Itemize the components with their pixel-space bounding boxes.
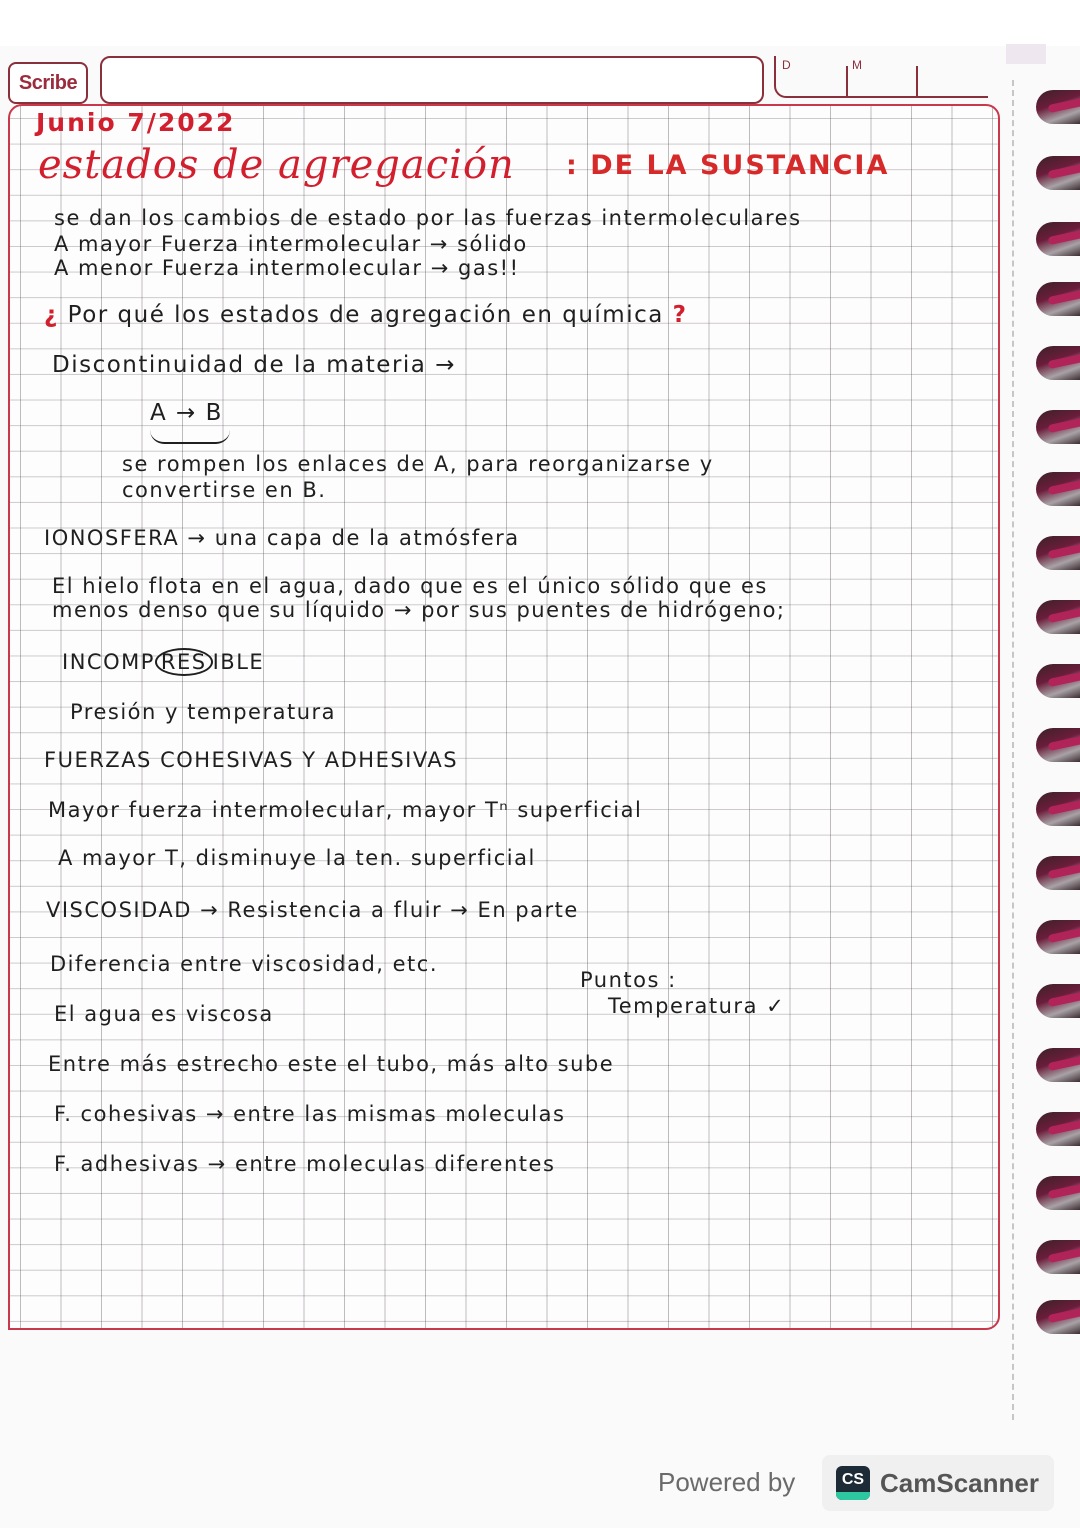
spiral-ring-icon [1036,1176,1080,1210]
circled-fragment: RES [155,648,213,676]
spiral-ring-icon [1036,1300,1080,1334]
note-line: IONOSFERA → una capa de la atmósfera [44,526,520,550]
note-subtitle: : DE LA SUSTANCIA [566,150,890,181]
note-line: Presión y temperatura [70,700,337,724]
note-line: Entre más estrecho este el tubo, más alto sube [48,1052,615,1076]
camscanner-name: CamScanner [880,1467,1039,1498]
spiral-ring-icon [1036,90,1080,124]
date-divider [846,66,848,96]
note-line: El hielo flota en el agua, dado que es el único sólido que es [52,574,768,598]
side-note: Temperatura ✓ [608,994,786,1018]
note-line: se dan los cambios de estado por las fuerzas intermoleculares [54,206,802,230]
reaction-equation: A → B [150,400,223,426]
spiral-ring-icon [1036,536,1080,570]
note-line: Diferencia entre viscosidad, etc. [50,952,439,976]
spiral-ring-icon [1036,600,1080,634]
note-line: F. cohesivas → entre las mismas moleculas [54,1102,566,1126]
spiral-ring-icon [1036,222,1080,256]
note-line: Mayor fuerza intermolecular, mayor Tⁿ superficial [48,798,643,822]
question-text: Por qué los estados de agregación en química [67,302,664,328]
spiral-ring-icon [1036,1048,1080,1082]
spiral-ring-icon [1036,282,1080,316]
spiral-ring-icon [1036,156,1080,190]
camscanner-logo-icon [836,1466,870,1500]
question-close-mark: ? [672,302,688,328]
page-edge-tab [1006,44,1046,64]
spiral-ring-icon [1036,664,1080,698]
spiral-ring-icon [1036,792,1080,826]
scan-top-margin [0,0,1080,46]
spiral-ring-icon [1036,1112,1080,1146]
powered-by-label: Powered by [658,1467,796,1497]
note-line: A mayor Fuerza intermolecular → sólido [54,232,528,256]
spiral-ring-icon [1036,920,1080,954]
note-line: menos denso que su líquido → por sus puentes de hidrógeno; [52,598,786,622]
note-line: se rompen los enlaces de A, para reorganizarse y [122,452,714,476]
note-line: VISCOSIDAD → Resistencia a fluir → En parte [46,898,579,922]
date-divider [916,66,918,96]
perforation-line [1012,80,1014,1420]
date-box [774,56,988,98]
note-line-incompresible [62,650,264,674]
spiral-ring-icon [1036,856,1080,890]
note-question [44,302,688,328]
spiral-ring-icon [1036,472,1080,506]
note-line: El agua es viscosa [54,1002,274,1026]
note-line: convertirse en B. [122,478,327,502]
date-box-day-label: D [782,58,791,72]
brand-label: Scribe [18,71,78,94]
spiral-ring-icon [1036,346,1080,380]
note-text: INCOMP [62,650,155,674]
note-line: A mayor T, disminuye la ten. superficial [58,846,536,870]
section-heading: FUERZAS COHESIVAS Y ADHESIVAS [44,748,459,772]
date-box-month-label: M [852,58,862,72]
note-date: Junio 7/2022 [36,108,236,137]
spiral-ring-icon [1036,984,1080,1018]
brand-box [8,62,88,104]
title-box [100,56,764,104]
camscanner-badge[interactable] [822,1455,1054,1511]
note-title: estados de agregación [38,142,515,188]
spiral-ring-icon [1036,728,1080,762]
spiral-ring-icon [1036,1240,1080,1274]
brace-icon [150,430,230,444]
note-line: A menor Fuerza intermolecular → gas!! [54,256,520,280]
note-line: Discontinuidad de la materia → [52,352,456,378]
spiral-ring-icon [1036,410,1080,444]
note-text: IBLE [212,650,265,674]
logo-text: CS [841,1471,865,1488]
question-open-mark: ¿ [44,302,59,328]
note-line: F. adhesivas → entre moleculas diferentes [54,1152,556,1176]
side-note: Puntos : [580,968,677,992]
